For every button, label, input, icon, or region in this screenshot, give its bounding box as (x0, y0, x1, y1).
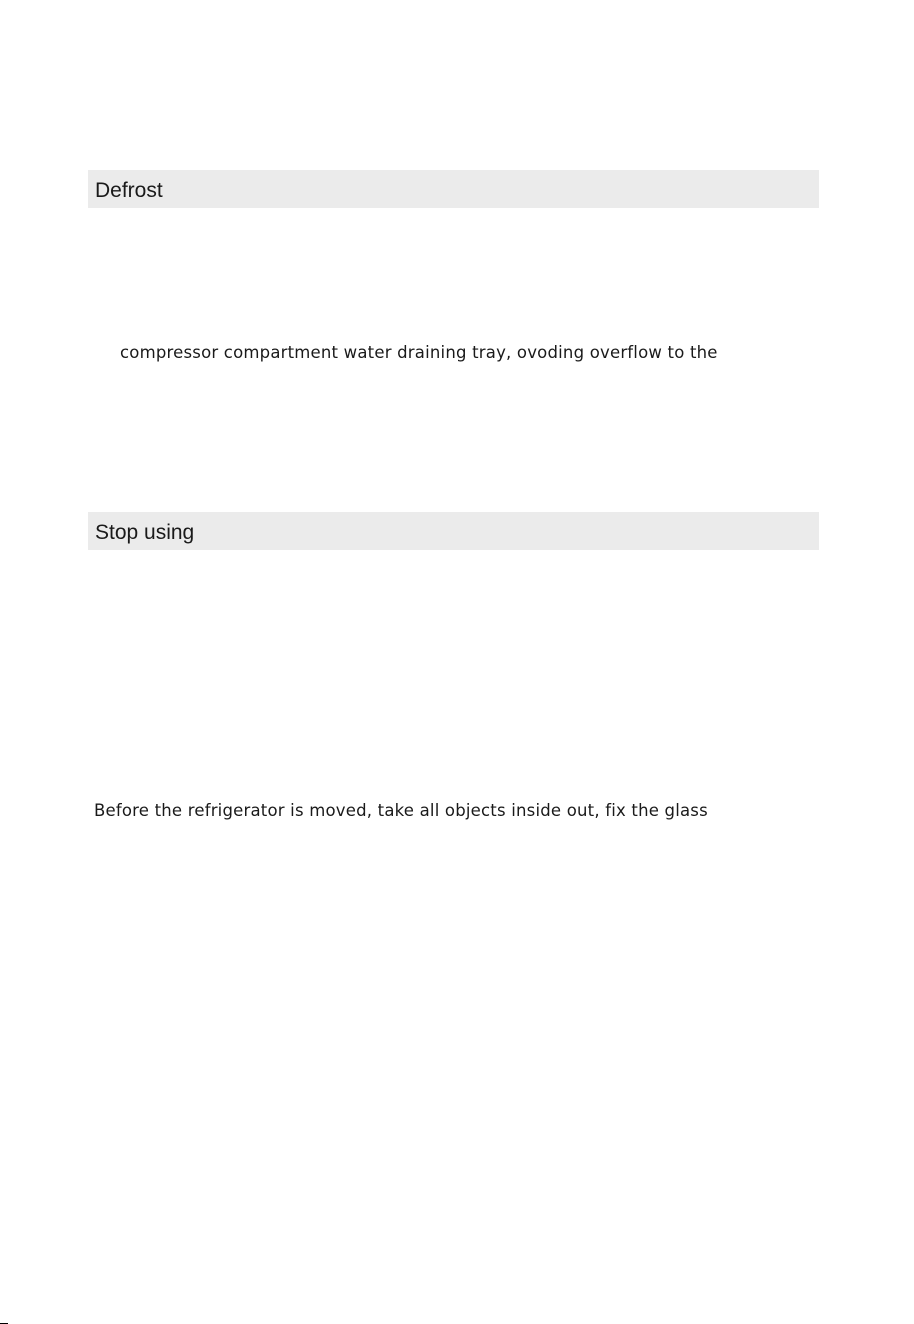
body-text-line: compressor compartment water draining tray, ovoding overflow to the (120, 343, 718, 362)
section-header-defrost (88, 170, 819, 208)
section-title: Defrost (95, 179, 163, 202)
section-header-stop-using (88, 512, 819, 550)
body-text-line: Before the refrigerator is moved, take all objects inside out, fix the glass (94, 801, 708, 820)
section-title: Stop using (95, 521, 195, 544)
